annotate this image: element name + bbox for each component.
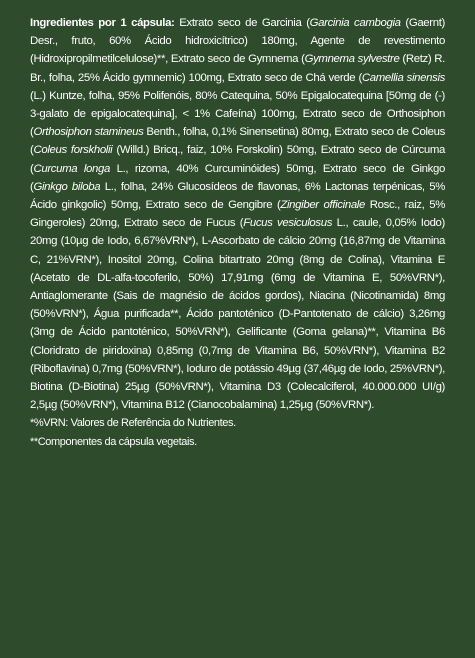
species-name-ginkgo: Ginkgo biloba xyxy=(33,180,101,193)
ingredients-text-8: Benth., folha, 0,1% Sinensetina) 80mg, Extrato seco de Coleus ( xyxy=(30,126,445,157)
species-name-curcuma: Curcuma longa xyxy=(33,162,110,175)
ingredients-text-16: Rosc., raiz, 5% Gingeroles) 20mg, Extrato seco de Fucus ( xyxy=(30,199,445,230)
ingredients-text-0: Extrato seco de Garcinia ( xyxy=(174,17,310,29)
footnote-capsule: **Componentes da cápsula vegetais. xyxy=(30,435,197,448)
species-name-coleus: Coleus forskholii xyxy=(33,144,113,157)
ingredients-text-18: L., caule, 0,05% Iodo) 20mg (10µg de Iodo, 6,67%VRN*), L-Ascorbato de cálcio 20mg (16,87mg de Vitamina C, 21%VRN*), Inositol 20mg, Colina bitartrato 20mg (8mg de Colina), Vitamina E (Acetato de DL-alfa-tocoferilo, 50%) 17,91mg (6mg de Vitamina E, 50%VRN*), Antiaglomerante (Sais de magnésio de ácidos gordos), Niacina (Nicotinamida) 8mg (50%VRN*), Água purificada**, Ácido pantoténico (D-Pantotenato de cálcio) 3,26mg (3mg de Ácido pantoténico, 50%VRN*), Gelificante (Goma gelana)**, Vitamina B6 (Cloridrato de piridoxina) 0,85mg (0,7mg de Vitamina B6, 50%VRN*), Vitamina B2 (Riboflavina) 0,7mg (50%VRN*), Ioduro de potássio 49µg (37,46µg de Iodo, 25%VRN*), Biotina (D-Biotina) 25µg (50%VRN*), Vitamina D3 (Colecalciferol, 40.000.000 UI/g) 2,5µg (50%VRN*), Vitamina B12 (Cianocobalamina) 1,25µg (50%VRN*). xyxy=(30,217,445,412)
ingredients-text-10: (Willd.) Bricq., faiz, 10% Forskolin) 50mg, Extrato seco de Cúrcuma ( xyxy=(30,144,445,175)
species-name-fucus: Fucus vesiculosus xyxy=(243,217,333,230)
ingredients-text-4: (Retz) R. Br., folha, 25% Ácido gymnemic) 100mg, Extrato seco de Chá verde ( xyxy=(30,53,445,84)
ingredients-text-2: (Gaernt) Desr., fruto, 60% Ácido hidroxicítrico) 180mg, Agente de revestimento (Hidroxipropilmetilcelulose)**, Extrato seco de Gymnema ( xyxy=(30,17,445,66)
species-name-zingiber: Zingiber officinale xyxy=(280,199,365,212)
species-name-orthosiphon: Orthosiphon stamineus xyxy=(33,126,144,139)
species-name-camellia: Camellia sinensis xyxy=(361,71,445,84)
species-name-gymnema: Gymnema sylvestre xyxy=(304,53,400,66)
footnote-vrn: *%VRN: Valores de Referência do Nutrientes. xyxy=(30,417,236,430)
species-name-garcinia: Garcinia cambogia xyxy=(309,17,401,29)
ingredients-heading: Ingredientes por 1 cápsula: xyxy=(30,17,175,29)
ingredients-text-14: L., folha, 24% Glucosídeos de flavonas, 6% Lactonas terpénicas, 5% Ácido ginkgolic) 50mg, Extrato seco de Gengibre ( xyxy=(30,180,446,212)
ingredients-paragraph xyxy=(30,14,445,414)
ingredients-text-12: L., rizoma, 40% Curcuminóides) 50mg, Extrato seco de Ginkgo ( xyxy=(30,162,445,193)
ingredients-text-6: (L.) Kuntze, folha, 95% Polifenóis, 80% Catequina, 50% Epigalocatequina [50mg de (-) 3-galato de epigalocatequina], < 1% Cafeína) 100mg, Extrato seco de Orthosiphon ( xyxy=(30,89,445,139)
